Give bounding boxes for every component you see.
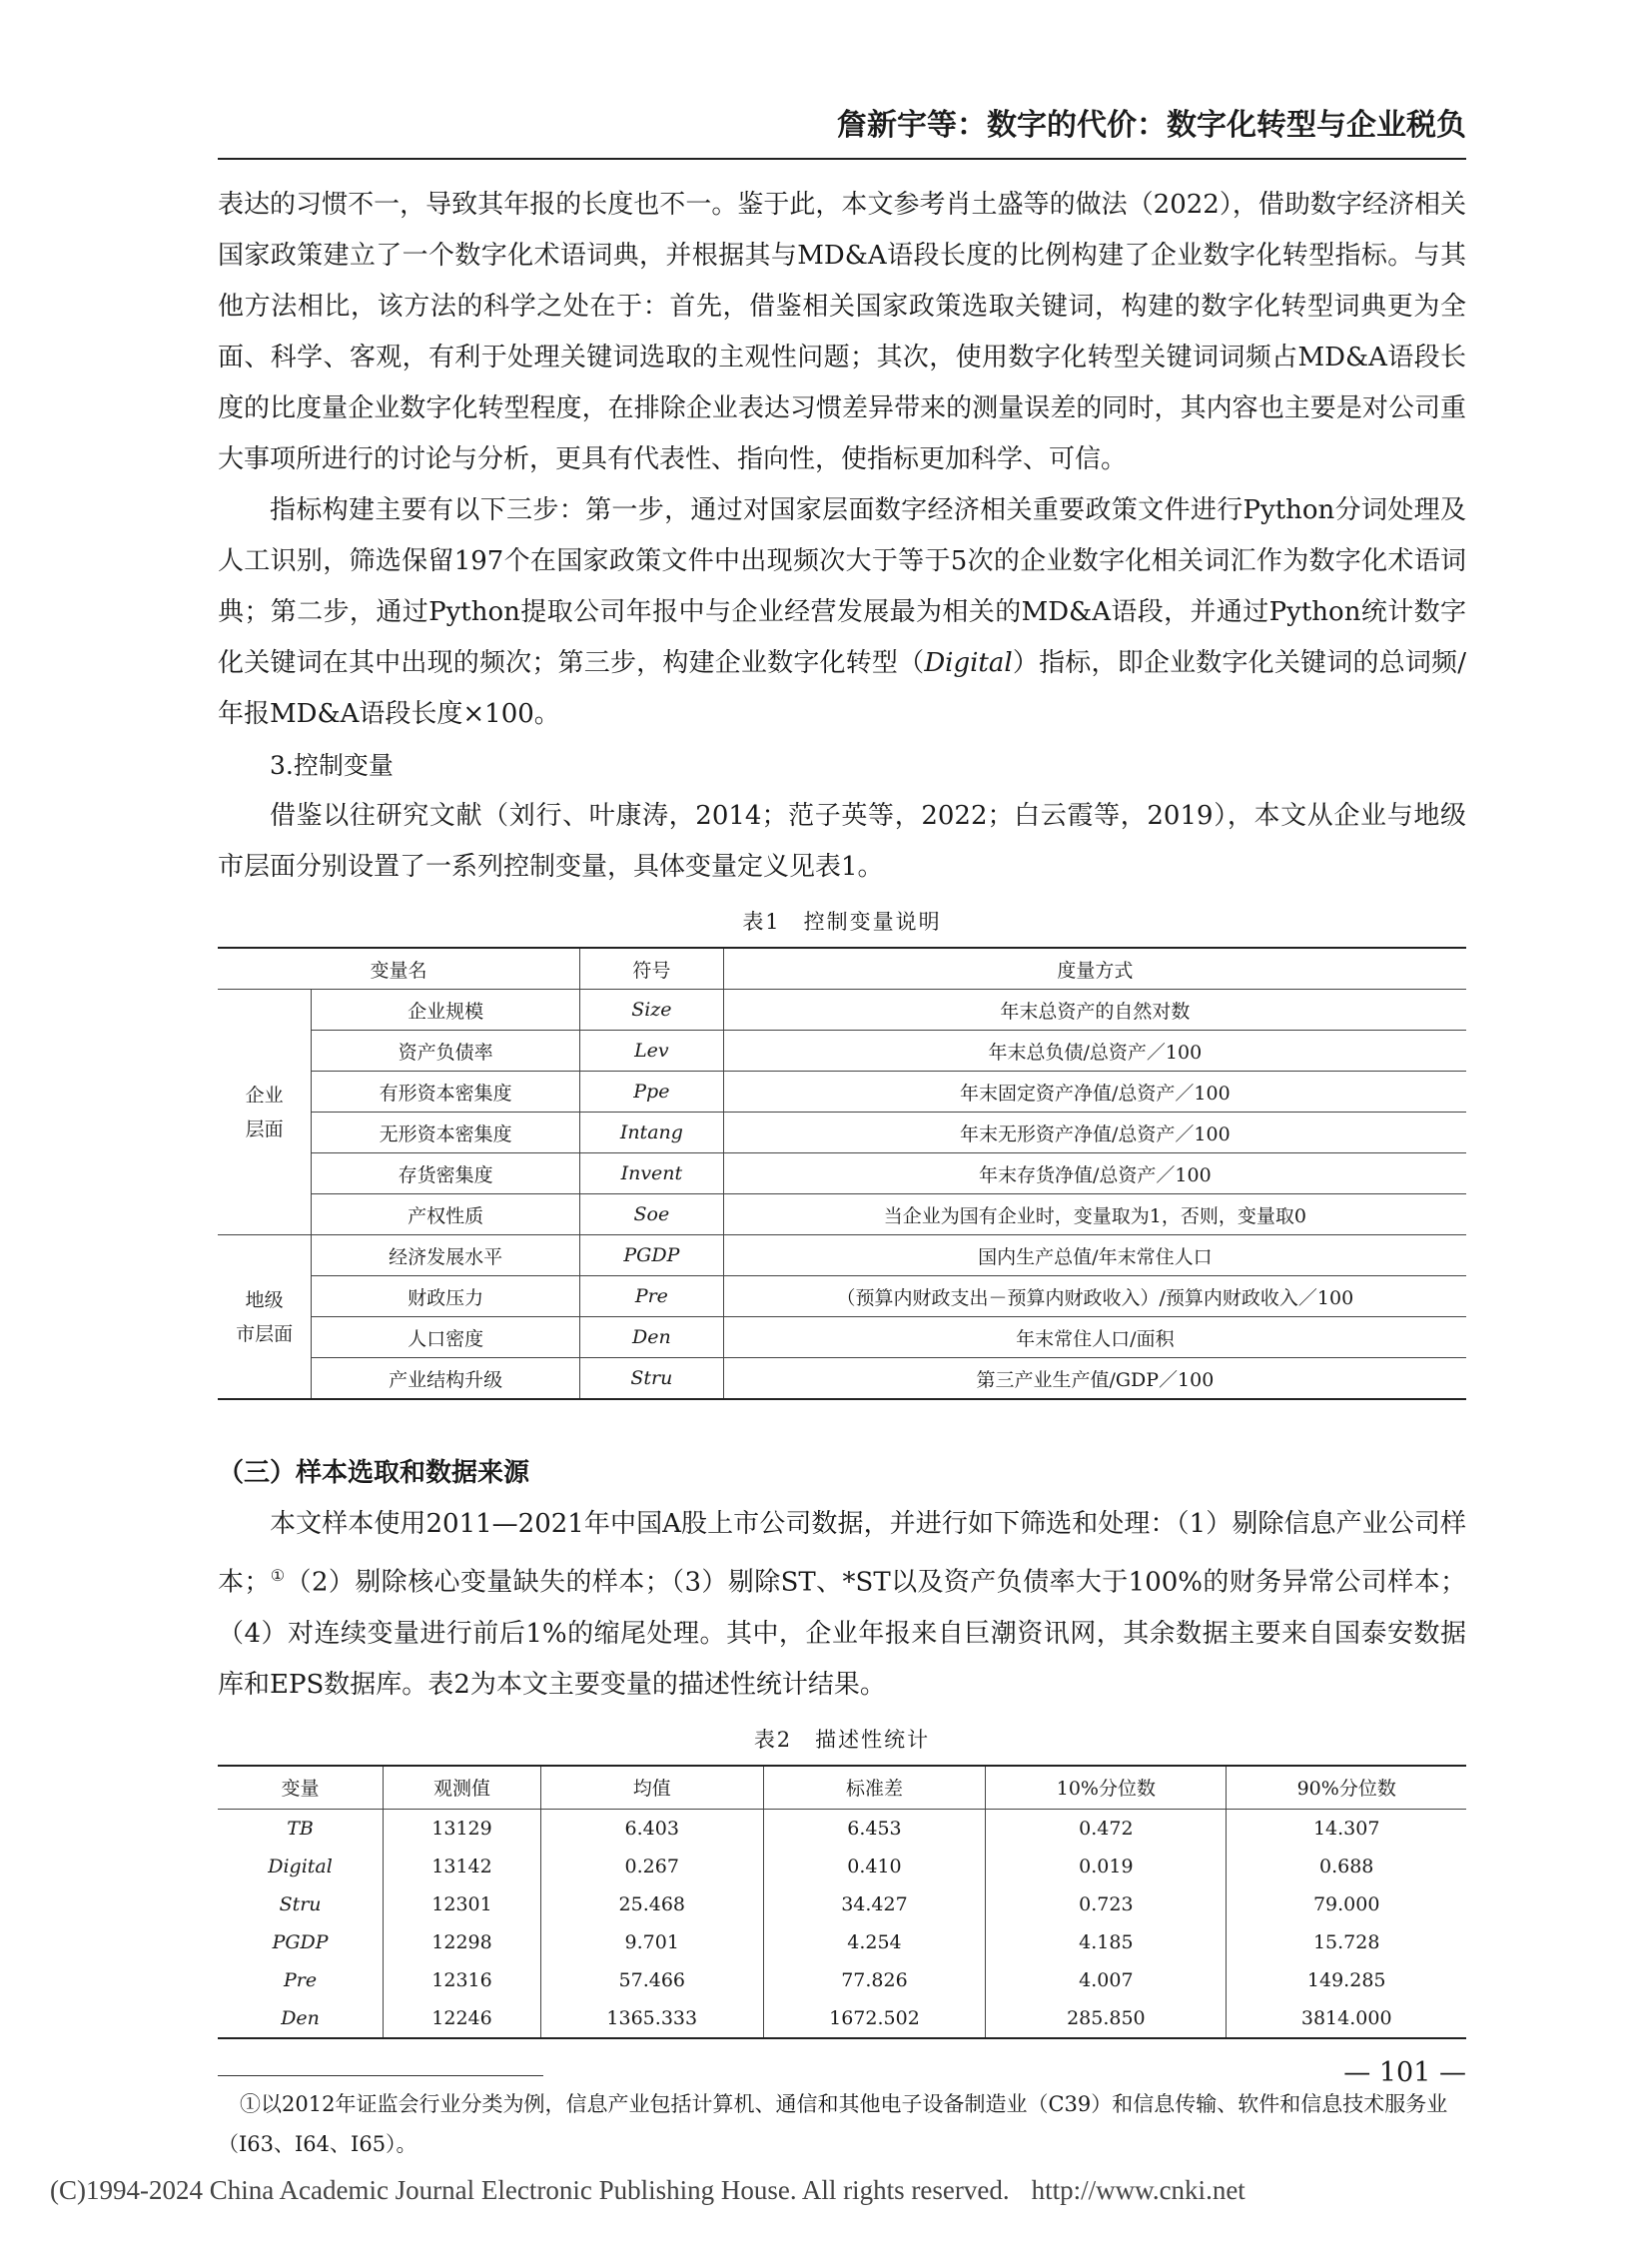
table1-caption: 表1 控制变量说明 [742, 910, 942, 934]
table1-row [218, 1031, 1466, 1072]
table2-value: 57.466 [540, 1961, 763, 1999]
page-number: — 101 — [1343, 2057, 1466, 2088]
table2-value: 4.185 [986, 1923, 1227, 1961]
table2-value: 13142 [384, 1848, 541, 1885]
table1-row [218, 1113, 1466, 1153]
table2-header-cell: 观测值 [384, 1766, 541, 1810]
table2-value: 12246 [384, 1999, 541, 2038]
table1-measure: 当企业为国有企业时，变量取为1，否则，变量取0 [723, 1194, 1466, 1235]
copyright-line [50, 2175, 1608, 2206]
table2-row [218, 1999, 1466, 2038]
running-title: 詹新宇等：数字的代价：数字化转型与企业税负 [837, 108, 1466, 143]
table1-header-measure: 度量方式 [723, 948, 1466, 990]
table1-group-label: 地级 市层面 [218, 1235, 312, 1400]
table1-measure: 年末无形资产净值/总资产／100 [723, 1113, 1466, 1153]
table1-row [218, 1276, 1466, 1317]
table2-variable: Stru [279, 1892, 322, 1915]
table2-value: 0.267 [540, 1848, 763, 1885]
table1-symbol: Stru [580, 1358, 724, 1400]
table1-group-label: 企业 层面 [218, 990, 312, 1235]
table1-variable-name: 产权性质 [312, 1194, 580, 1235]
table2-value: 12316 [384, 1961, 541, 1999]
table2-header-cell: 标准差 [763, 1766, 986, 1810]
table1-row [218, 1153, 1466, 1194]
table2-value: 9.701 [540, 1923, 763, 1961]
table1-row [218, 1317, 1466, 1358]
table2-value: 0.019 [986, 1848, 1227, 1885]
table1-measure: 年末固定资产净值/总资产／100 [723, 1072, 1466, 1113]
table2-value: 12298 [384, 1923, 541, 1961]
table2-header-cell: 均值 [540, 1766, 763, 1810]
table1-row [218, 1072, 1466, 1113]
table2-value: 6.403 [540, 1809, 763, 1848]
table1-symbol: Soe [580, 1194, 724, 1235]
table1-symbol: Pre [580, 1276, 724, 1317]
paragraph-4 [218, 1499, 1466, 1711]
table1-measure: 年末常住人口/面积 [723, 1317, 1466, 1358]
page-body [218, 180, 1466, 2164]
table2-header-cell: 90%分位数 [1227, 1766, 1466, 1810]
table2-value: 0.688 [1227, 1848, 1466, 1885]
table1-variable-name: 产业结构升级 [312, 1358, 580, 1400]
table-control-variables [218, 947, 1466, 1400]
table2-value: 79.000 [1227, 1885, 1466, 1923]
table1-variable-name: 资产负债率 [312, 1031, 580, 1072]
table1-header-variable: 变量名 [218, 948, 580, 990]
table2-value: 3814.000 [1227, 1999, 1466, 2038]
table1-row [218, 1235, 1466, 1276]
table1-measure: 年末存货净值/总资产／100 [723, 1153, 1466, 1194]
table1-header-symbol: 符号 [580, 948, 724, 990]
table2-value: 149.285 [1227, 1961, 1466, 1999]
paragraph-4-text-b: （2）剔除核心变量缺失的样本；（3）剔除ST、*ST以及资产负债率大于100%的财务异常公司样本；（4）对连续变量进行前后1%的缩尾处理。其中，企业年报来自巨潮资讯网，其余数据主要来自国泰安数据库和EPS数据库。表2为本文主要变量的描述性统计结果。 [218, 1567, 1466, 1700]
table1-header-row [218, 948, 1466, 990]
table2-value: 4.254 [763, 1923, 986, 1961]
table2-caption: 表2 描述性统计 [753, 1727, 931, 1752]
footnote-divider [218, 2075, 543, 2076]
cnki-link[interactable]: http://www.cnki.net [1031, 2175, 1245, 2205]
table2-header-cell: 变量 [218, 1766, 384, 1810]
copyright-text: (C)1994-2024 China Academic Journal Electronic Publishing House. All rights reserved. [50, 2175, 1010, 2205]
table2-value: 77.826 [763, 1961, 986, 1999]
table2-value: 14.307 [1227, 1809, 1466, 1848]
table2-row [218, 1961, 1466, 1999]
paragraph-2-end: ）指标，即企业数字化关键词的总词频/年报MD&A语段长度×100。 [218, 648, 1466, 729]
table2-variable: Den [281, 2006, 320, 2029]
paragraph-3: 借鉴以往研究文献（刘行、叶康涛，2014；范子英等，2022；白云霞等，2019），本文从企业与地级市层面分别设置了一系列控制变量，具体变量定义见表1。 [218, 801, 1466, 882]
table1-row [218, 990, 1466, 1031]
table1-variable-name: 企业规模 [312, 990, 580, 1031]
paragraph-2 [218, 485, 1466, 740]
table1-symbol: Intang [580, 1113, 724, 1153]
paragraph-1: 表达的习惯不一，导致其年报的长度也不一。鉴于此，本文参考肖土盛等的做法（2022），借助数字经济相关国家政策建立了一个数字化术语词典，并根据其与MD&A语段长度的比例构建了企业数字化转型指标。与其他方法相比，该方法的科学之处在于：首先，借鉴相关国家政策选取关键词，构建的数字化转型词典更为全面、科学、客观，有利于处理关键词选取的主观性问题；其次，使用数字化转型关键词词频占MD&A语段长度的比度量企业数字化转型程度，在排除企业表达习惯差异带来的测量误差的同时，其内容也主要是对公司重大事项所进行的讨论与分析，更具有代表性、指向性，使指标更加科学、可信。 [218, 190, 1466, 474]
table2-value: 0.410 [763, 1848, 986, 1885]
table1-measure: 年末总负债/总资产／100 [723, 1031, 1466, 1072]
table2-variable: Pre [283, 1968, 318, 1991]
table1-measure: 第三产业生产值/GDP／100 [723, 1358, 1466, 1400]
table1-variable-name: 无形资本密集度 [312, 1113, 580, 1153]
table2-value: 6.453 [763, 1809, 986, 1848]
table1-measure: （预算内财政支出－预算内财政收入）/预算内财政收入／100 [723, 1276, 1466, 1317]
table1-row [218, 1358, 1466, 1400]
footnote-marker[interactable]: ① [270, 1566, 286, 1585]
table1-symbol: Ppe [580, 1072, 724, 1113]
table1-variable-name: 经济发展水平 [312, 1235, 580, 1276]
paragraph-2-text: 指标构建主要有以下三步：第一步，通过对国家层面数字经济相关重要政策文件进行Python分词处理及人工识别，筛选保留197个在国家政策文件中出现频次大于等于5次的企业数字化相关词汇作为数字化术语词典；第二步，通过Python提取公司年报中与企业经营发展最为相关的MD&A语段，并通过Python统计数字化关键词在其中出现的频次；第三步，构建企业数字化转型（ [218, 495, 1466, 678]
table2-value: 285.850 [986, 1999, 1227, 2038]
table1-measure: 年末总资产的自然对数 [723, 990, 1466, 1031]
table2-value: 15.728 [1227, 1923, 1466, 1961]
table2-value: 1365.333 [540, 1999, 763, 2038]
table2-variable: PGDP [272, 1930, 329, 1953]
table2-value: 0.723 [986, 1885, 1227, 1923]
table2-value: 1672.502 [763, 1999, 986, 2038]
table2-header-row [218, 1766, 1466, 1810]
table1-variable-name: 存货密集度 [312, 1153, 580, 1194]
table2-value: 0.472 [986, 1809, 1227, 1848]
table2-variable: TB [287, 1817, 314, 1840]
table1-variable-name: 财政压力 [312, 1276, 580, 1317]
section-heading-sample: （三）样本选取和数据来源 [218, 1458, 530, 1488]
table2-value: 4.007 [986, 1961, 1227, 1999]
table2-header-cell: 10%分位数 [986, 1766, 1227, 1810]
subsection-heading-control-variables: 3.控制变量 [270, 751, 394, 780]
table1-symbol: Invent [580, 1153, 724, 1194]
running-header [218, 100, 1466, 160]
table2-row [218, 1923, 1466, 1961]
table1-variable-name: 有形资本密集度 [312, 1072, 580, 1113]
table1-symbol: PGDP [580, 1235, 724, 1276]
table2-value: 12301 [384, 1885, 541, 1923]
paragraph-4-text-a: 本文样本使用2011—2021年中国A股上市公司数据，并进行如下筛选和处理：（1）剔除信息产业公司样本； [218, 1509, 1466, 1598]
table2-value: 34.427 [763, 1885, 986, 1923]
table2-variable: Digital [268, 1855, 333, 1877]
digital-variable-name: Digital [924, 648, 1013, 678]
table2-row [218, 1809, 1466, 1848]
table2-value: 13129 [384, 1809, 541, 1848]
table1-symbol: Lev [580, 1031, 724, 1072]
table1-measure: 国内生产总值/年末常住人口 [723, 1235, 1466, 1276]
table1-variable-name: 人口密度 [312, 1317, 580, 1358]
table2-row [218, 1848, 1466, 1885]
table2-value: 25.468 [540, 1885, 763, 1923]
footnote: ①以2012年证监会行业分类为例，信息产业包括计算机、通信和其他电子设备制造业（C39）和信息传输、软件和信息技术服务业（I63、I64、I65）。 [218, 2091, 1448, 2156]
table1-symbol: Den [580, 1317, 724, 1358]
table1-row [218, 1194, 1466, 1235]
table2-row [218, 1885, 1466, 1923]
table-descriptive-statistics [218, 1765, 1466, 2039]
table1-symbol: Size [580, 990, 724, 1031]
